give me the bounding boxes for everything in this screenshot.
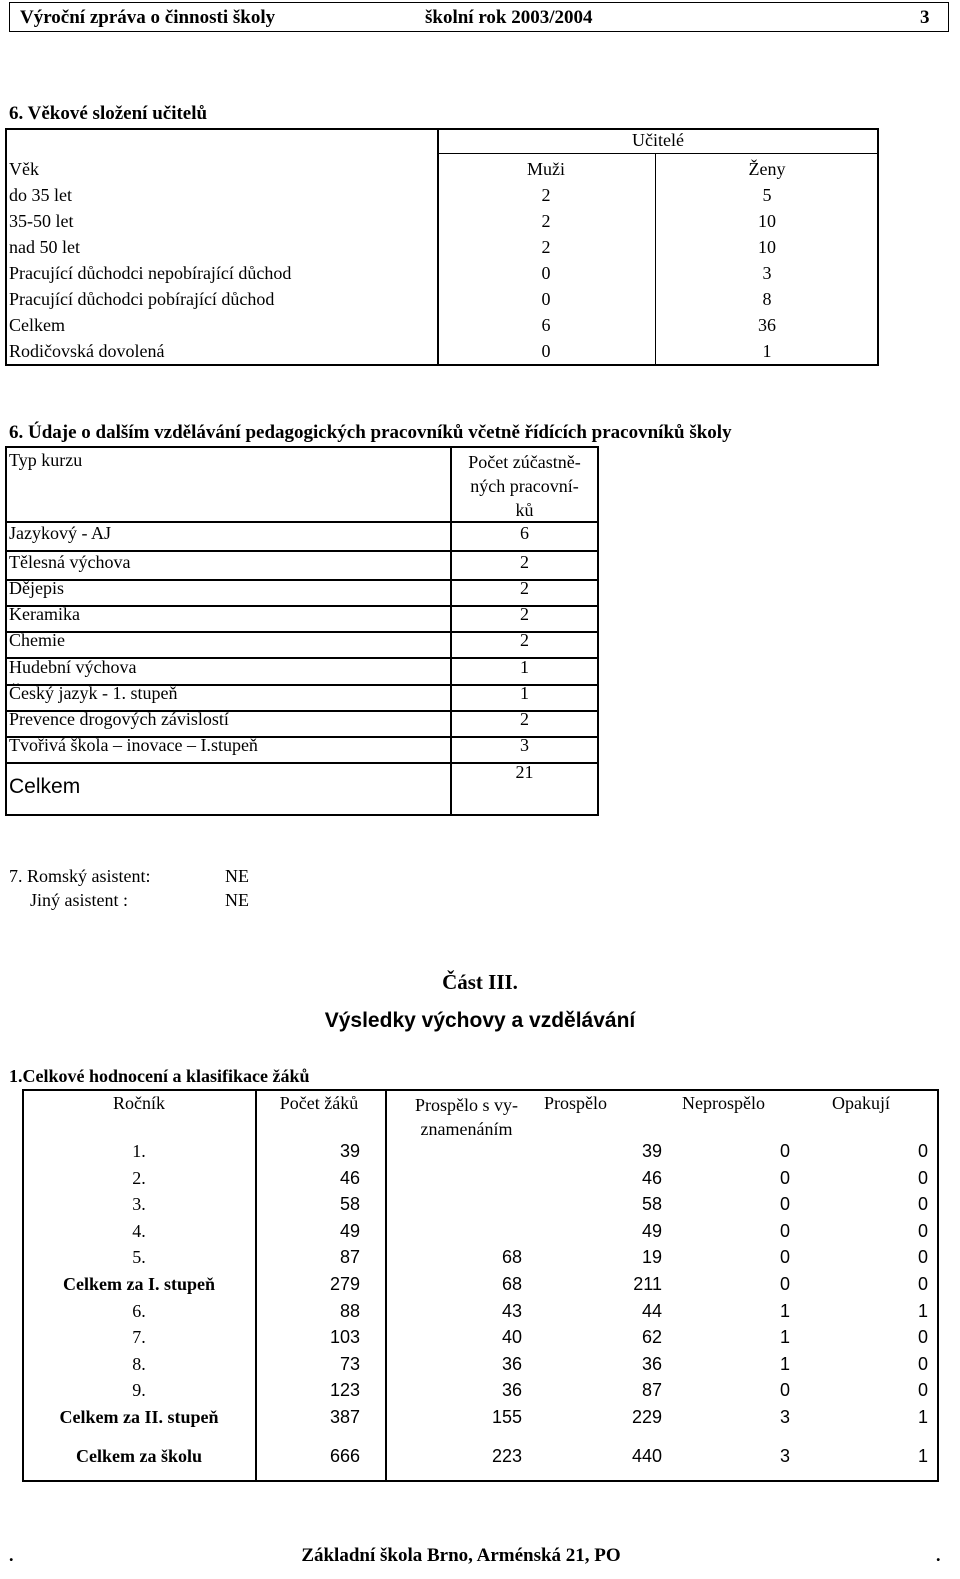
romsky-asistent-label: 7. Romský asistent: [9,866,151,886]
passed-count: 36 [641,1354,662,1374]
age-row [9,312,879,338]
results-row [0,1194,960,1220]
grade-label: 7. [132,1327,146,1347]
failed-count: 0 [779,1168,790,1188]
grade-label: 8. [132,1354,146,1374]
participant-count: 2 [520,578,529,599]
women-count: 36 [758,315,776,335]
footer-right-dot: . [936,1545,941,1565]
failed-count: 1 [779,1301,790,1321]
training-total-count: 21 [515,762,534,782]
honors-count: 36 [501,1380,522,1400]
age-label: Pracující důchodci pobírající důchod [9,289,275,309]
repeating-count: 1 [917,1407,928,1427]
col-prospelo: Prospělo [544,1093,607,1113]
pupil-count: 666 [329,1446,360,1466]
men-count: 0 [541,289,551,309]
col-women: Ženy [748,159,786,179]
results-row [0,1301,960,1327]
course-type: Tvořivá škola – inovace – I.stupeň [9,734,258,755]
pupil-count: 58 [339,1194,360,1214]
results-row [0,1274,960,1300]
grade-label: 6. [132,1301,146,1321]
participant-count: 6 [520,523,529,543]
grade-label: Celkem za II. stupeň [59,1407,219,1427]
col-opakuji: Opakují [832,1093,890,1113]
col-participant-count-line3: ků [515,500,534,520]
age-row [9,286,879,312]
repeating-count: 0 [917,1141,928,1161]
honors-count: 68 [501,1247,522,1267]
men-count: 2 [541,185,551,205]
passed-count: 44 [641,1301,662,1321]
age-row [9,208,879,234]
results-row [0,1141,960,1167]
honors-count: 223 [491,1446,522,1466]
women-count: 8 [762,289,772,309]
grade-label: 4. [132,1221,146,1241]
failed-count: 3 [779,1407,790,1427]
col-pocet-zaku: Počet žáků [279,1093,359,1113]
results-row [0,1247,960,1273]
repeating-count: 0 [917,1274,928,1294]
col-neprospelo: Neprospělo [682,1093,765,1113]
grade-label: 2. [132,1168,146,1188]
results-row [0,1354,960,1380]
col-rocnik: Ročník [113,1093,165,1113]
passed-count: 87 [641,1380,662,1400]
repeating-count: 0 [917,1354,928,1374]
repeating-count: 1 [917,1446,928,1466]
passed-count: 39 [641,1141,662,1161]
age-row [9,260,879,286]
honors-count: 155 [491,1407,522,1427]
failed-count: 0 [779,1221,790,1241]
age-row [9,338,879,364]
age-label: 35-50 let [9,211,74,231]
col-participant-count [452,450,597,522]
repeating-count: 1 [917,1301,928,1321]
romsky-asistent-value: NE [225,866,249,886]
passed-count: 58 [641,1194,662,1214]
age-table-header-row [9,156,879,182]
footer-text: Základní škola Brno, Arménská 21, PO [301,1545,621,1566]
age-label: Rodičovská dovolená [9,341,165,361]
honors-count: 40 [501,1327,522,1347]
pupil-count: 123 [329,1380,360,1400]
repeating-count: 0 [917,1221,928,1241]
course-type: Hudební výchova [9,656,137,677]
passed-count: 62 [641,1327,662,1347]
pupil-count: 73 [339,1354,360,1374]
pupil-count: 49 [339,1221,360,1241]
women-count: 5 [762,185,772,205]
results-row [0,1221,960,1247]
teachers-group-header: Učitelé [632,130,684,150]
footer-left-dot: . [9,1545,14,1565]
course-type: Tělesná výchova [9,552,131,573]
grade-label: 1. [132,1141,146,1161]
participant-count: 2 [520,604,529,625]
passed-count: 19 [641,1247,662,1267]
grade-label: Celkem za I. stupeň [63,1274,215,1294]
failed-count: 0 [779,1247,790,1267]
men-count: 0 [541,341,551,361]
age-label: Pracující důchodci nepobírající důchod [9,263,292,283]
col-prospelo-s-vyznamenanim-line2: znamenáním [420,1119,513,1139]
men-count: 2 [541,211,551,231]
results-row [0,1327,960,1353]
results-row [0,1380,960,1406]
pupil-count: 103 [329,1327,360,1347]
failed-count: 1 [779,1354,790,1374]
failed-count: 0 [779,1194,790,1214]
training-total-label: Celkem [9,775,81,798]
participant-count: 1 [520,682,529,703]
age-table [9,156,879,364]
failed-count: 1 [779,1327,790,1347]
course-type: Keramika [9,604,80,625]
women-count: 3 [762,263,772,283]
participant-count: 2 [520,708,529,729]
women-count: 10 [758,211,776,231]
course-type: Dějepis [9,578,64,599]
course-type: Český jazyk - 1. stupeň [9,682,178,703]
age-row [9,234,879,260]
results-section-heading: 1.Celkové hodnocení a klasifikace žáků [9,1066,310,1086]
results-header-row [24,1093,937,1141]
page-number: 3 [920,7,930,28]
col-participant-count-line1: Počet zúčastně- [468,452,581,472]
participant-count: 2 [520,630,529,651]
participant-count: 1 [520,656,529,677]
age-section-heading: 6. Věkové složení učitelů [9,103,208,124]
training-section-heading: 6. Údaje o dalším vzdělávání pedagogických pracovníků včetně řídících pracovníků školy [9,422,732,443]
grade-label: Celkem za školu [76,1446,202,1466]
col-prospelo-s-vyznamenanim-line1: Prospělo s vy- [415,1095,518,1115]
grade-label: 5. [132,1247,146,1267]
results-row [0,1407,960,1433]
jiny-asistent-value: NE [225,890,249,910]
repeating-count: 0 [917,1380,928,1400]
honors-count: 36 [501,1354,522,1374]
repeating-count: 0 [917,1327,928,1347]
passed-count: 440 [631,1446,662,1466]
repeating-count: 0 [917,1168,928,1188]
women-count: 10 [758,237,776,257]
men-count: 6 [541,315,551,335]
pupil-count: 87 [339,1247,360,1267]
failed-count: 0 [779,1274,790,1294]
course-type: Jazykový - AJ [9,523,111,543]
pupil-count: 39 [339,1141,360,1161]
col-age: Věk [9,159,39,179]
grade-label: 9. [132,1380,146,1400]
failed-count: 3 [779,1446,790,1466]
results-total-row [0,1446,960,1472]
passed-count: 211 [633,1274,662,1294]
page-header [9,2,949,32]
col-prospelo-s-vyznamenanim [384,1093,549,1141]
pupil-count: 46 [339,1168,360,1188]
col-men: Muži [527,159,565,179]
passed-count: 229 [631,1407,662,1427]
passed-count: 49 [641,1221,662,1241]
report-title: Výroční zpráva o činnosti školy [20,7,276,28]
passed-count: 46 [641,1168,662,1188]
honors-count: 43 [501,1301,522,1321]
repeating-count: 0 [917,1194,928,1214]
age-label: do 35 let [9,185,72,205]
participant-count: 2 [520,552,529,573]
grade-label: 3. [132,1194,146,1214]
repeating-count: 0 [917,1247,928,1267]
pupil-count: 387 [329,1407,360,1427]
men-count: 2 [541,237,551,257]
course-type: Prevence drogových závislostí [9,708,229,729]
age-label: nad 50 let [9,237,80,257]
age-row [9,182,879,208]
pupil-count: 88 [339,1301,360,1321]
age-label: Celkem [9,315,65,335]
participant-count: 3 [520,734,529,755]
pupil-count: 279 [329,1274,360,1294]
school-year: školní rok 2003/2004 [425,7,593,28]
part-subtitle: Výsledky výchovy a vzdělávání [324,1009,636,1032]
women-count: 1 [762,341,772,361]
honors-count: 68 [501,1274,522,1294]
part-title: Část III. [442,970,518,994]
col-course-type: Typ kurzu [9,450,83,470]
failed-count: 0 [779,1141,790,1161]
jiny-asistent-label: Jiný asistent : [30,890,128,910]
failed-count: 0 [779,1380,790,1400]
col-participant-count-line2: ných pracovní- [470,476,579,496]
men-count: 0 [541,263,551,283]
results-row [0,1168,960,1194]
course-type: Chemie [9,630,65,651]
age-table-subheader-line [437,153,879,154]
